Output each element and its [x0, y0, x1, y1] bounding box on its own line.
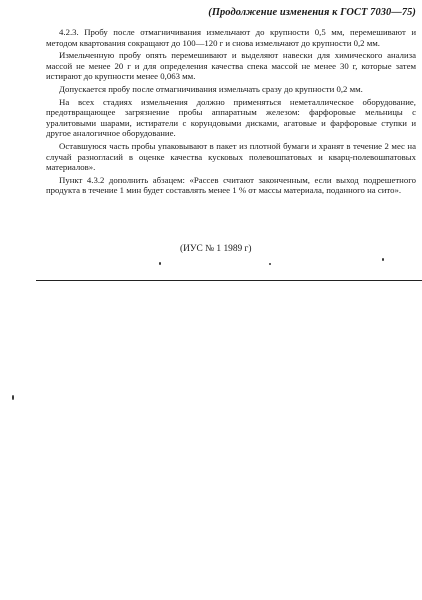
document-body	[46, 27, 416, 197]
scan-speck	[382, 258, 384, 261]
paragraph-4-2-3: 4.2.3. Пробу после отмагничивания измельчают до крупности 0,5 мм, перемешивают и методом квартования сокращают до 100—120 г и снова измельчают до крупности 0,2 мм.	[46, 27, 416, 48]
page-header: (Продолжение изменения к ГОСТ 7030—75)	[208, 7, 416, 18]
publication-reference: (ИУС № 1 1989 г)	[180, 244, 252, 254]
scan-speck	[269, 263, 271, 265]
paragraph-equipment: На всех стадиях измельчения должно применяться неметаллическое оборудование, предотвращающее загрязнение пробы аппаратным железом: фарфоровые мельницы с уралитовыми шарами, истиратели с корундовыми дисками, агатовые и фарфоровые ступки и другое аналогичное оборудование.	[46, 96, 416, 139]
separator-rule	[36, 280, 422, 281]
paragraph-direct-grinding: Допускается пробу после отмагничивания измельчать сразу до крупности 0,2 мм.	[59, 83, 363, 94]
paragraph-4-3-2: Пункт 4.3.2 дополнить абзацем: «Рассев считают законченным, если выход подрешетного продукта в течение 1 мин будет составлять менее 1 % от массы материала, поданного на сито».	[46, 174, 416, 196]
scan-speck	[12, 395, 14, 400]
paragraph-storage: Оставшуюся часть пробы упаковывают в пакет из плотной бумаги и хранят в течение 2 мес на случай разногласий в оценке качества кусковых полевошпатовых и кварц-полевошпатовых материалов».	[46, 140, 416, 173]
paragraph-sample-splitting: Измельченную пробу опять перемешивают и выделяют навески для химического анализа массой не менее 20 г и для определения качества спека массой не менее 30 г, которые затем истирают до крупности менее 0,063 мм.	[46, 50, 416, 82]
scan-speck	[159, 262, 161, 265]
